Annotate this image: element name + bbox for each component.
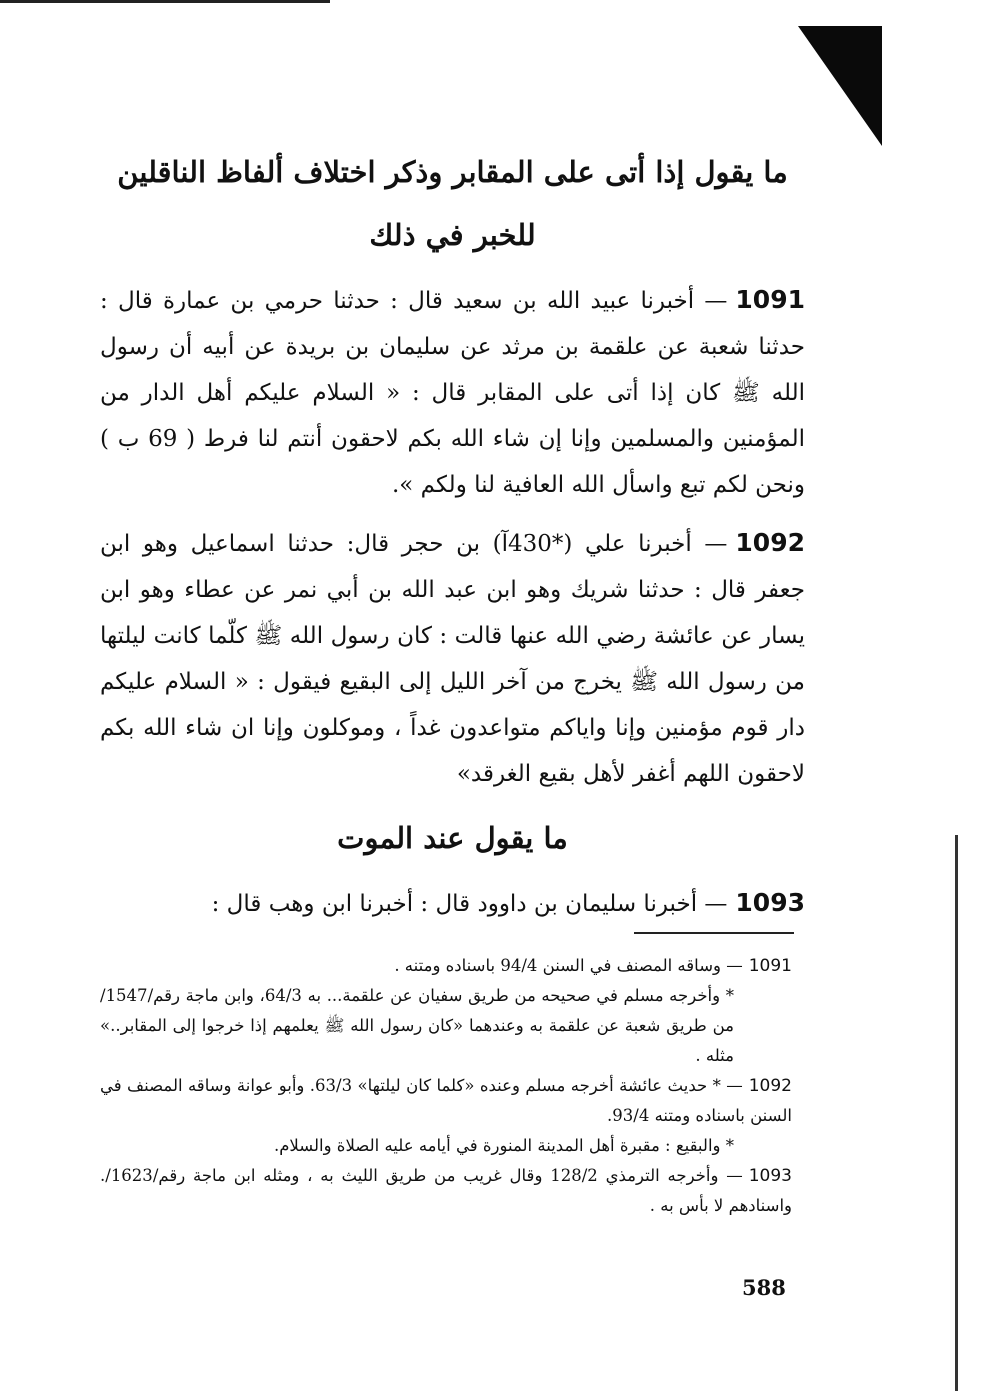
corner-triangle-mark: [798, 26, 882, 146]
footnote-number: 1093: [748, 1166, 792, 1186]
hadith-text: — أخبرنا علي (*430آ) بن حجر قال: حدثنا اسماعيل وهو ابن جعفر قال : حدثنا شريك وهو ابن عبد الله بن أبي نمر عن عطاء وهو ابن يسار عن عائشة رضي الله عنها قالت : كان رسول الله ﷺ كلّما كانت ليلتها من رسول الله ﷺ يخرج من آخر الليل إلى البقيع فيقول : « السلام عليكم دار قوم مؤمنين وإنا واياكم متواعدون غداً ، وموكلون وإنا ان شاء الله بكم لاحقون اللهم أغفر لأهل بقيع الغرقد»: [100, 531, 805, 787]
footnote-text: * والبقيع : مقبرة أهل المدينة المنورة في أيامه عليه الصلاة والسلام.: [273, 1136, 734, 1155]
footnote-text: — * حديث عائشة أخرجه مسلم وعنده «كلما كان ليلتها» 63/3. وأبو عوانة وساقه المصنف في السنن باسناده ومتنه 93/4.: [100, 1076, 792, 1125]
footnote: [100, 981, 792, 1071]
hadith-1091: [100, 277, 805, 508]
section-heading: ما يقول عند الموت: [337, 821, 568, 855]
hadith-1093: [100, 880, 805, 927]
hadith-number: 1093: [735, 888, 805, 917]
hadith-text: — أخبرنا عبيد الله بن سعيد قال : حدثنا حرمي بن عمارة قال : حدثنا شعبة عن علقمة بن مرثد عن سليمان بن بريدة عن أبيه أن رسول الله ﷺ كان إذا أتى على المقابر قال : « السلام عليكم أهل الدار من المؤمنين والمسلمين وإنا إن شاء الله بكم لاحقون أنتم لنا فرط ( 69 ب ) ونحن لكم تبع واسأل الله العافية لنا ولكم ».: [100, 288, 806, 498]
footnote-number: 1092: [748, 1076, 792, 1096]
footnote-text: — وساقه المصنف في السنن 94/4 باسناده ومتنه .: [394, 956, 743, 975]
hadith-1092: [100, 520, 805, 797]
footnote: [100, 1131, 792, 1161]
hadith-number: 1092: [735, 528, 805, 557]
footnote-text: — وأخرجه الترمذي 128/2 وقال غريب من طريق الليث به ، ومثله ابن ماجة رقم/1623/. واسنادهم لا بأس به .: [100, 1166, 792, 1215]
hadith-text: — أخبرنا سليمان بن داوود قال : أخبرنا ابن وهب قال :: [211, 891, 728, 917]
hadith-number: 1091: [735, 285, 805, 314]
footnote-separator: [634, 932, 794, 934]
page-number: 588: [742, 1275, 786, 1300]
footnotes: [100, 951, 792, 1221]
footnote: [100, 1071, 792, 1131]
footnote-text: * وأخرجه مسلم في صحيحه من طريق سفيان عن علقمة... به 64/3، وابن ماجة رقم/1547/ من طريق شعبة عن علقمة به وعندهما «كان رسول الله ﷺ يعلمهم إذا خرجوا إلى المقابر..» مثله .: [100, 986, 734, 1065]
chapter-heading-line1: ما يقول إذا أتى على المقابر وذكر اختلاف ألفاظ الناقلين: [117, 155, 788, 189]
chapter-heading-line2: للخبر في ذلك: [369, 218, 536, 252]
margin-rule: [955, 835, 958, 1391]
footnote-number: 1091: [748, 956, 792, 976]
top-rule: [0, 0, 330, 3]
footnote: [100, 951, 792, 981]
footnote: [100, 1161, 792, 1221]
